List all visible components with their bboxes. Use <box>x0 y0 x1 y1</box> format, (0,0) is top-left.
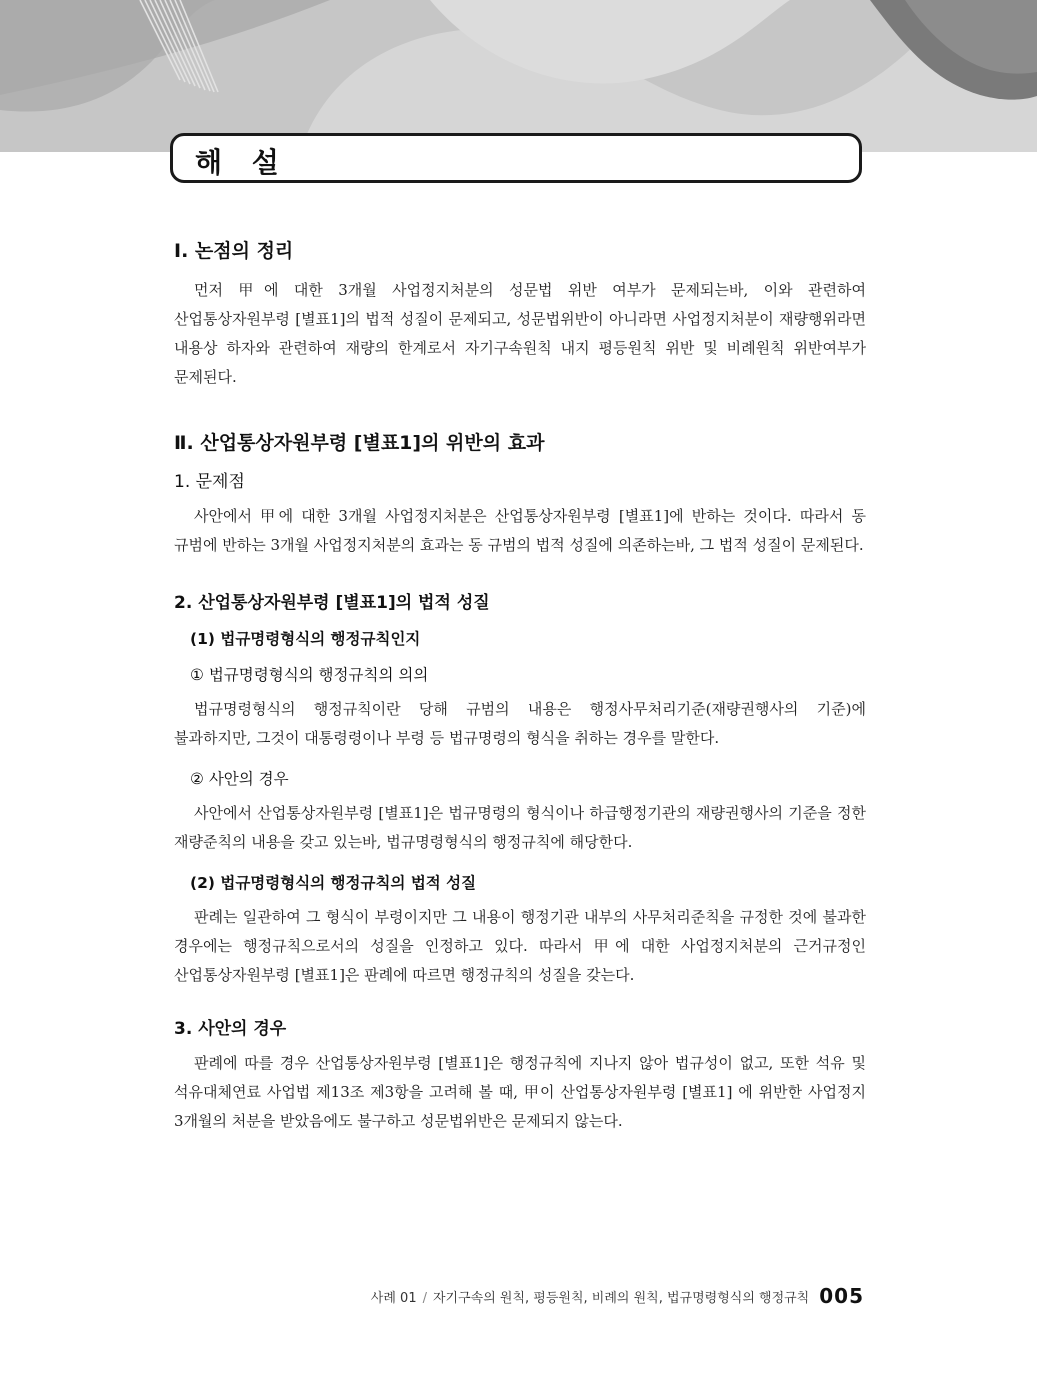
section-1-body: 먼저 甲에 대한 3개월 사업정지처분의 성문법 위반 여부가 문제되는바, 이와 관련하여 산업통상자원부령 [별표1]의 법적 성질이 문제되고, 성문법위반이 아니라면 사업정지처분이 재량행위라면 내용상 하자와 관련하여 재량의 한계로서 자기구속원칙 내지 평등원칙 위반 및 비례원칙 위반여부가 문제된다. <box>174 281 866 386</box>
part-heading-2: (2) 법규명령형식의 행정규칙의 법적 성질 <box>190 874 477 892</box>
page-footer <box>371 1284 864 1308</box>
subsection-1-body: 사안에서 甲에 대한 3개월 사업정지처분은 산업통상자원부령 [별표1]에 반하는 것이다. 따라서 동 규범에 반하는 3개월 사업정지처분의 효과는 동 규범의 법적 성질에 의존하는바, 그 법적 성질이 문제된다. <box>174 507 866 554</box>
item-1-body: 법규명령형식의 행정규칙이란 당해 규범의 내용은 행정사무처리기준(재량권행사의 기준)에 불과하지만, 그것이 대통령령이나 부령 등 법규명령의 형식을 취하는 경우를 말한다. <box>174 700 866 747</box>
item-heading-2: ② 사안의 경우 <box>190 770 289 788</box>
decorative-header-banner <box>0 0 1037 152</box>
item-heading-1: ① 법규명령형식의 행정규칙의 의의 <box>190 666 429 684</box>
item-2-body: 사안에서 산업통상자원부령 [별표1]은 법규명령의 형식이나 하급행정기관의 재량권행사의 기준을 정한 재량준칙의 내용을 갖고 있는바, 법규명령형식의 행정규칙에 해당한다. <box>174 804 866 851</box>
subsection-heading-3: 3. 사안의 경우 <box>174 1019 287 1039</box>
section-heading-1: Ⅰ. 논점의 정리 <box>174 240 294 262</box>
footer-separator: / <box>422 1291 427 1306</box>
main-content <box>174 236 866 1136</box>
part-heading-1: (1) 법규명령형식의 행정규칙인지 <box>190 630 421 648</box>
part-2-body: 판례는 일관하여 그 형식이 부령이지만 그 내용이 행정기관 내부의 사무처리준칙을 규정한 것에 불과한 경우에는 행정규칙으로서의 성질을 인정하고 있다. 따라서 甲에 대한 사업정지처분의 근거규정인 산업통상자원부령 [별표1]은 판례에 따르면 행정규칙의 성질을 갖는다. <box>174 908 866 984</box>
footer-case-label: 사례 01 <box>370 1291 417 1306</box>
footer-topic: 자기구속의 원칙, 평등원칙, 비례의 원칙, 법규명령형식의 행정규칙 <box>432 1291 810 1306</box>
subsection-heading-2: 2. 산업통상자원부령 [별표1]의 법적 성질 <box>174 593 490 613</box>
subsection-heading-1: 1. 문제점 <box>174 472 245 492</box>
commentary-title-box <box>170 133 862 183</box>
subsection-3-body: 판례에 따를 경우 산업통상자원부령 [별표1]은 행정규칙에 지나지 않아 법규성이 없고, 또한 석유 및 석유대체연료 사업법 제13조 제3항을 고려해 볼 때, 甲이 산업통상자원부령 [별표1] 에 위반한 사업정지 3개월의 처분을 받았음에도 불구하고 성문법위반은 문제되지 않는다. <box>174 1054 866 1130</box>
page-number: 005 <box>819 1284 864 1308</box>
page-title: 해 설 <box>195 146 289 179</box>
section-heading-2: Ⅱ. 산업통상자원부령 [별표1]의 위반의 효과 <box>174 432 545 454</box>
